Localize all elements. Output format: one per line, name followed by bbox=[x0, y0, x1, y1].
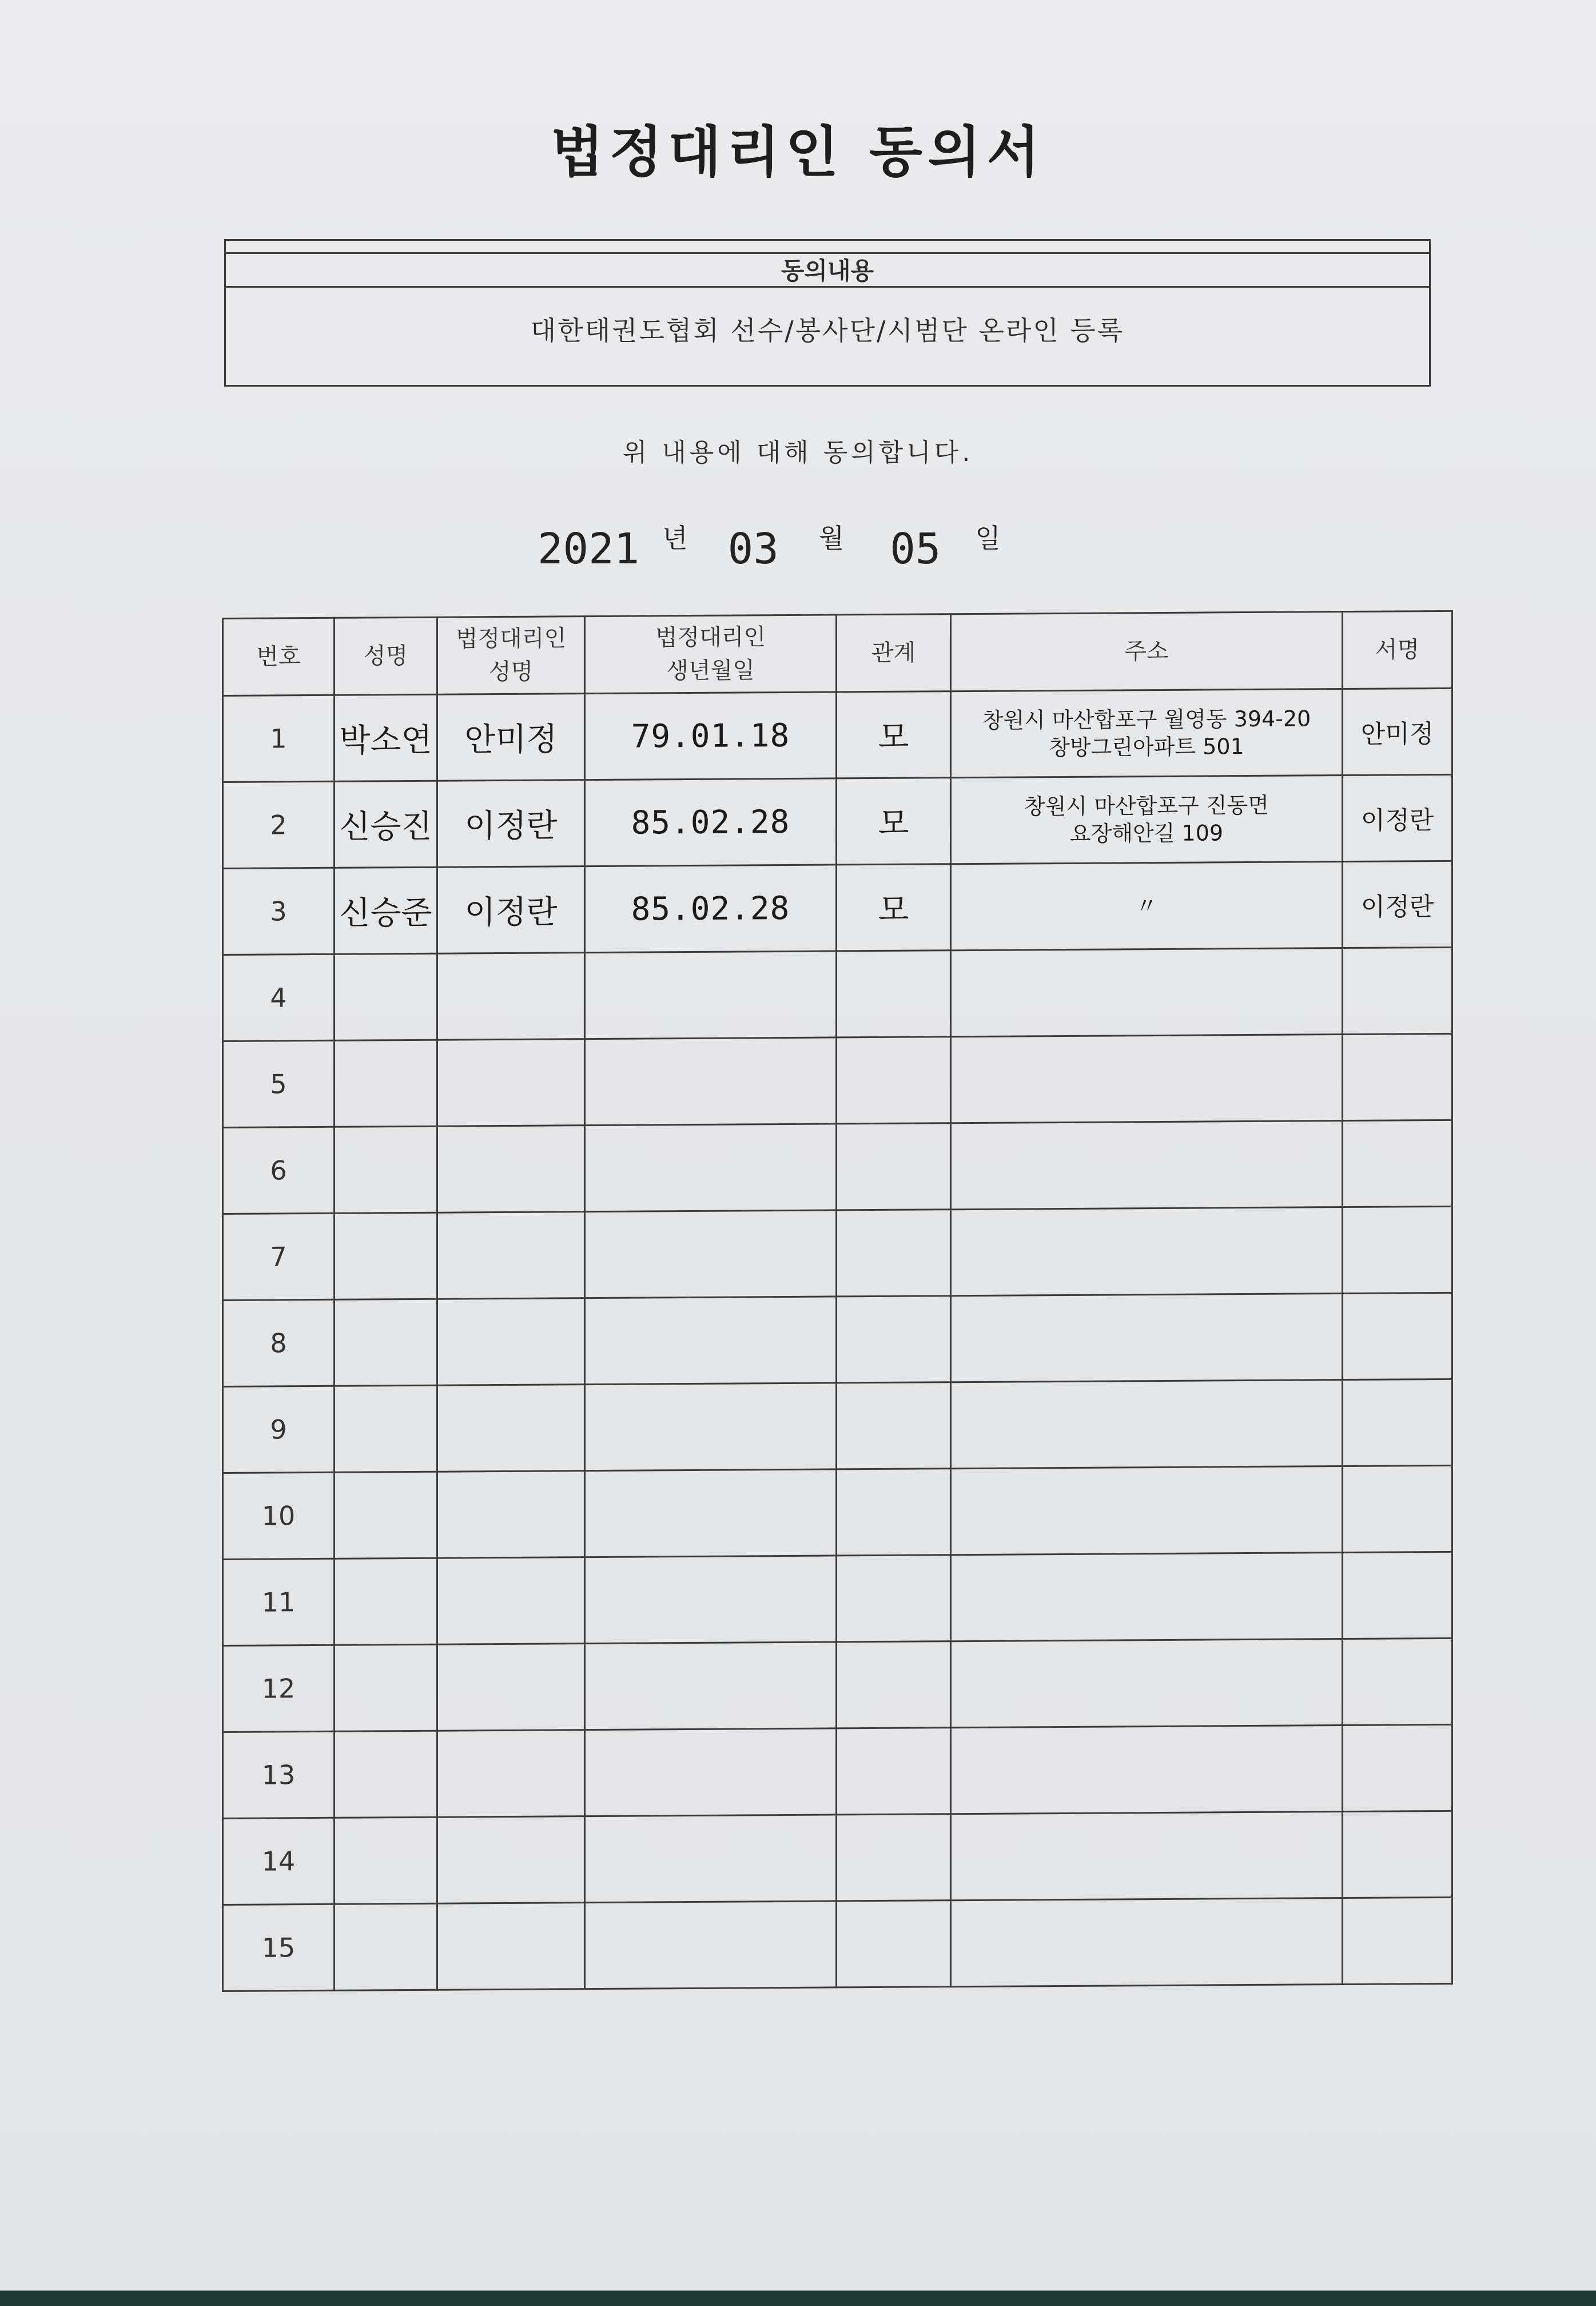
cell-no: 3 bbox=[223, 868, 335, 955]
cell-no: 4 bbox=[223, 954, 335, 1041]
cell-no: 12 bbox=[223, 1645, 335, 1732]
cell-signature bbox=[1343, 1897, 1452, 1984]
cell-signature bbox=[1343, 1033, 1452, 1120]
address-line2 bbox=[952, 1941, 1342, 1943]
guardian-consent-table bbox=[222, 610, 1453, 1992]
cell-guardian-birth bbox=[585, 1037, 837, 1126]
relation-text: 모 bbox=[878, 805, 909, 842]
address-line1: 〃 bbox=[1135, 893, 1157, 919]
cell-name bbox=[335, 1903, 437, 1990]
cell-guardian-birth bbox=[585, 1901, 837, 1989]
header-relation: 관계 bbox=[837, 614, 951, 692]
table-row bbox=[223, 1206, 1452, 1300]
cell-name bbox=[335, 694, 437, 781]
address-line2 bbox=[952, 1768, 1342, 1771]
cell-guardian-birth bbox=[585, 1728, 837, 1816]
date-month: 03 bbox=[727, 524, 779, 574]
cell-name bbox=[335, 1212, 437, 1299]
cell-guardian-name bbox=[437, 1212, 585, 1299]
guardian-name-text: 이정란 bbox=[464, 893, 558, 932]
cell-guardian-birth bbox=[585, 1469, 837, 1557]
signing-date bbox=[538, 518, 1001, 574]
address-line2 bbox=[952, 1682, 1342, 1684]
cell-guardian-birth bbox=[585, 692, 837, 780]
cell-relation bbox=[837, 691, 951, 778]
address-line1 bbox=[952, 1423, 1342, 1425]
cell-guardian-birth bbox=[585, 1815, 837, 1903]
cell-no: 13 bbox=[223, 1731, 335, 1818]
address-line1 bbox=[952, 1250, 1342, 1253]
cell-no: 6 bbox=[223, 1127, 335, 1214]
cell-address bbox=[951, 862, 1343, 951]
guardian-birth-text: 85.02.28 bbox=[631, 889, 790, 928]
cell-no: 10 bbox=[223, 1472, 335, 1559]
cell-signature bbox=[1343, 1293, 1452, 1379]
cell-signature bbox=[1343, 1552, 1452, 1639]
cell-address bbox=[951, 1553, 1343, 1641]
cell-guardian-birth bbox=[585, 1642, 837, 1730]
cell-signature bbox=[1343, 861, 1452, 948]
address-line1: 창원시 마산합포구 진동면 bbox=[1024, 792, 1269, 820]
cell-no: 15 bbox=[223, 1904, 335, 1991]
cell-name bbox=[335, 1817, 437, 1904]
cell-address bbox=[951, 1639, 1343, 1728]
cell-name bbox=[335, 1385, 437, 1472]
address-line1 bbox=[952, 1078, 1342, 1080]
cell-guardian-name bbox=[437, 1471, 585, 1558]
cell-address bbox=[951, 1121, 1343, 1210]
cell-guardian-name bbox=[437, 1644, 585, 1731]
cell-relation bbox=[837, 1814, 951, 1901]
cell-guardian-name bbox=[437, 1730, 585, 1818]
name-text: 박소연 bbox=[339, 721, 432, 760]
background-surface bbox=[0, 2291, 1596, 2306]
address-line1 bbox=[952, 1164, 1342, 1166]
guardian-birth-text: 85.02.28 bbox=[631, 803, 790, 842]
header-guardian-name-line2: 성명 bbox=[488, 658, 534, 686]
signature-text: 이정란 bbox=[1360, 892, 1434, 922]
header-guardian-birth-line1: 법정대리인 bbox=[655, 624, 766, 651]
cell-address bbox=[951, 1294, 1343, 1382]
cell-signature bbox=[1343, 1206, 1452, 1293]
consent-content-heading: 동의내용 bbox=[226, 252, 1429, 288]
cell-relation bbox=[837, 1641, 951, 1728]
header-no: 번호 bbox=[223, 618, 335, 695]
cell-guardian-name bbox=[437, 866, 585, 954]
consent-content-box bbox=[224, 239, 1431, 387]
cell-relation bbox=[837, 1296, 951, 1383]
address-line1 bbox=[952, 1596, 1342, 1598]
cell-address bbox=[951, 1035, 1343, 1123]
address-line2 bbox=[952, 1337, 1342, 1339]
signature-text: 안미정 bbox=[1360, 719, 1434, 749]
address-line2 bbox=[952, 1855, 1342, 1857]
cell-signature bbox=[1343, 1811, 1452, 1898]
table-row bbox=[223, 947, 1452, 1041]
address-line1 bbox=[952, 1337, 1342, 1339]
cell-relation bbox=[837, 1123, 951, 1210]
cell-address bbox=[951, 1380, 1343, 1469]
name-text: 신승진 bbox=[339, 808, 432, 846]
cell-address bbox=[951, 948, 1343, 1037]
cell-guardian-name bbox=[437, 1039, 585, 1127]
address-line2: 창방그린아파트 501 bbox=[1049, 734, 1244, 761]
table-row bbox=[223, 1033, 1452, 1127]
cell-guardian-name bbox=[437, 1126, 585, 1213]
cell-signature bbox=[1343, 774, 1452, 861]
date-year-unit: 년 bbox=[662, 523, 688, 554]
cell-relation bbox=[837, 1555, 951, 1642]
cell-signature bbox=[1343, 1465, 1452, 1552]
cell-address bbox=[951, 1898, 1343, 1987]
cell-guardian-birth bbox=[585, 1210, 837, 1298]
cell-no: 8 bbox=[223, 1299, 335, 1386]
address-line1 bbox=[952, 1855, 1342, 1857]
cell-guardian-name bbox=[437, 1816, 585, 1904]
cell-relation bbox=[837, 1037, 951, 1124]
cell-name bbox=[335, 1731, 437, 1818]
table-row bbox=[223, 1465, 1452, 1559]
cell-guardian-birth bbox=[585, 1383, 837, 1471]
cell-guardian-birth bbox=[585, 1556, 837, 1644]
address-line1 bbox=[952, 1682, 1342, 1684]
address-line2 bbox=[952, 1250, 1342, 1253]
cell-guardian-birth bbox=[585, 951, 837, 1039]
cell-relation bbox=[837, 951, 951, 1037]
cell-signature bbox=[1343, 1379, 1452, 1466]
cell-address bbox=[951, 1207, 1343, 1296]
document-title: 법정대리인 동의서 bbox=[550, 120, 1046, 184]
cell-name bbox=[335, 1126, 437, 1213]
relation-text: 모 bbox=[878, 891, 909, 929]
header-guardian-birth bbox=[585, 615, 837, 694]
address-line1 bbox=[952, 1941, 1342, 1943]
guardian-birth-text: 79.01.18 bbox=[631, 717, 790, 756]
cell-guardian-name bbox=[437, 1298, 585, 1386]
header-guardian-name bbox=[437, 617, 585, 695]
cell-signature bbox=[1343, 1724, 1452, 1811]
consent-content-body: 대한태권도협회 선수/봉사단/시범단 온라인 등록 bbox=[530, 315, 1125, 346]
cell-no: 14 bbox=[223, 1818, 335, 1905]
cell-name bbox=[335, 1558, 437, 1645]
cell-guardian-name bbox=[437, 1385, 585, 1472]
cell-guardian-birth bbox=[585, 1124, 837, 1212]
cell-guardian-name bbox=[437, 1903, 585, 1990]
table-row bbox=[223, 1379, 1452, 1473]
table-row bbox=[223, 1638, 1452, 1732]
cell-signature bbox=[1343, 1638, 1452, 1725]
table-row bbox=[223, 861, 1452, 955]
cell-guardian-birth bbox=[585, 865, 837, 953]
cell-no: 7 bbox=[223, 1213, 335, 1300]
header-guardian-name-line1: 법정대리인 bbox=[455, 625, 567, 653]
cell-guardian-name bbox=[437, 953, 585, 1040]
agreement-statement: 위 내용에 대해 동의합니다. bbox=[622, 438, 974, 467]
table-row bbox=[223, 1897, 1452, 1991]
name-text: 신승준 bbox=[339, 894, 432, 932]
cell-no: 5 bbox=[223, 1040, 335, 1127]
cell-no: 1 bbox=[223, 695, 335, 782]
cell-signature bbox=[1343, 688, 1452, 775]
cell-name bbox=[335, 1472, 437, 1558]
date-day-unit: 일 bbox=[975, 523, 1001, 554]
cell-signature bbox=[1343, 947, 1452, 1034]
cell-address bbox=[951, 1725, 1343, 1814]
address-line2 bbox=[952, 1509, 1342, 1512]
cell-name bbox=[335, 1299, 437, 1386]
table-row bbox=[223, 688, 1452, 782]
cell-guardian-name bbox=[437, 1557, 585, 1645]
signature-text: 이정란 bbox=[1360, 806, 1434, 836]
address-line2 bbox=[952, 1596, 1342, 1598]
cell-relation bbox=[837, 1382, 951, 1469]
guardian-name-text: 안미정 bbox=[464, 721, 558, 759]
header-guardian-birth-line2: 생년월일 bbox=[666, 657, 755, 685]
cell-address bbox=[951, 1812, 1343, 1901]
address-line2: 요장해안길 109 bbox=[1069, 820, 1224, 846]
cell-signature bbox=[1343, 1120, 1452, 1207]
address-line2 bbox=[952, 991, 1342, 993]
address-line1 bbox=[952, 1768, 1342, 1771]
table-row bbox=[223, 1552, 1452, 1645]
cell-name bbox=[335, 1040, 437, 1127]
date-month-unit: 월 bbox=[818, 523, 845, 554]
guardian-name-text: 이정란 bbox=[464, 807, 558, 845]
relation-text: 모 bbox=[878, 718, 909, 756]
table-header-row bbox=[223, 611, 1452, 695]
cell-relation bbox=[837, 1210, 951, 1297]
table-row bbox=[223, 1293, 1452, 1386]
address-line2 bbox=[952, 1423, 1342, 1425]
cell-address bbox=[951, 689, 1343, 778]
table-row bbox=[223, 1811, 1452, 1905]
header-address: 주소 bbox=[951, 612, 1343, 691]
address-line2 bbox=[952, 1164, 1342, 1166]
table-row bbox=[223, 1120, 1452, 1214]
cell-guardian-name bbox=[437, 694, 585, 781]
cell-relation bbox=[837, 1901, 951, 1987]
cell-relation bbox=[837, 778, 951, 865]
cell-no: 2 bbox=[223, 781, 335, 868]
header-name: 성명 bbox=[335, 617, 437, 695]
cell-guardian-birth bbox=[585, 1297, 837, 1385]
address-line1: 창원시 마산합포구 월영동 394-20 bbox=[982, 706, 1311, 733]
header-signature: 서명 bbox=[1343, 611, 1452, 689]
cell-name bbox=[335, 867, 437, 954]
cell-guardian-birth bbox=[585, 778, 837, 866]
cell-name bbox=[335, 953, 437, 1040]
cell-address bbox=[951, 1466, 1343, 1555]
table-row bbox=[223, 1724, 1452, 1818]
address-line1 bbox=[952, 1509, 1342, 1512]
cell-relation bbox=[837, 864, 951, 951]
cell-address bbox=[951, 776, 1343, 864]
cell-relation bbox=[837, 1469, 951, 1556]
cell-name bbox=[335, 1644, 437, 1731]
address-line2 bbox=[952, 1078, 1342, 1080]
cell-no: 11 bbox=[223, 1558, 335, 1645]
date-year: 2021 bbox=[538, 524, 640, 574]
table-row bbox=[223, 774, 1452, 868]
date-day: 05 bbox=[890, 524, 941, 574]
cell-relation bbox=[837, 1728, 951, 1815]
cell-no: 9 bbox=[223, 1386, 335, 1473]
address-line1 bbox=[952, 991, 1342, 993]
cell-name bbox=[335, 781, 437, 868]
cell-guardian-name bbox=[437, 780, 585, 868]
